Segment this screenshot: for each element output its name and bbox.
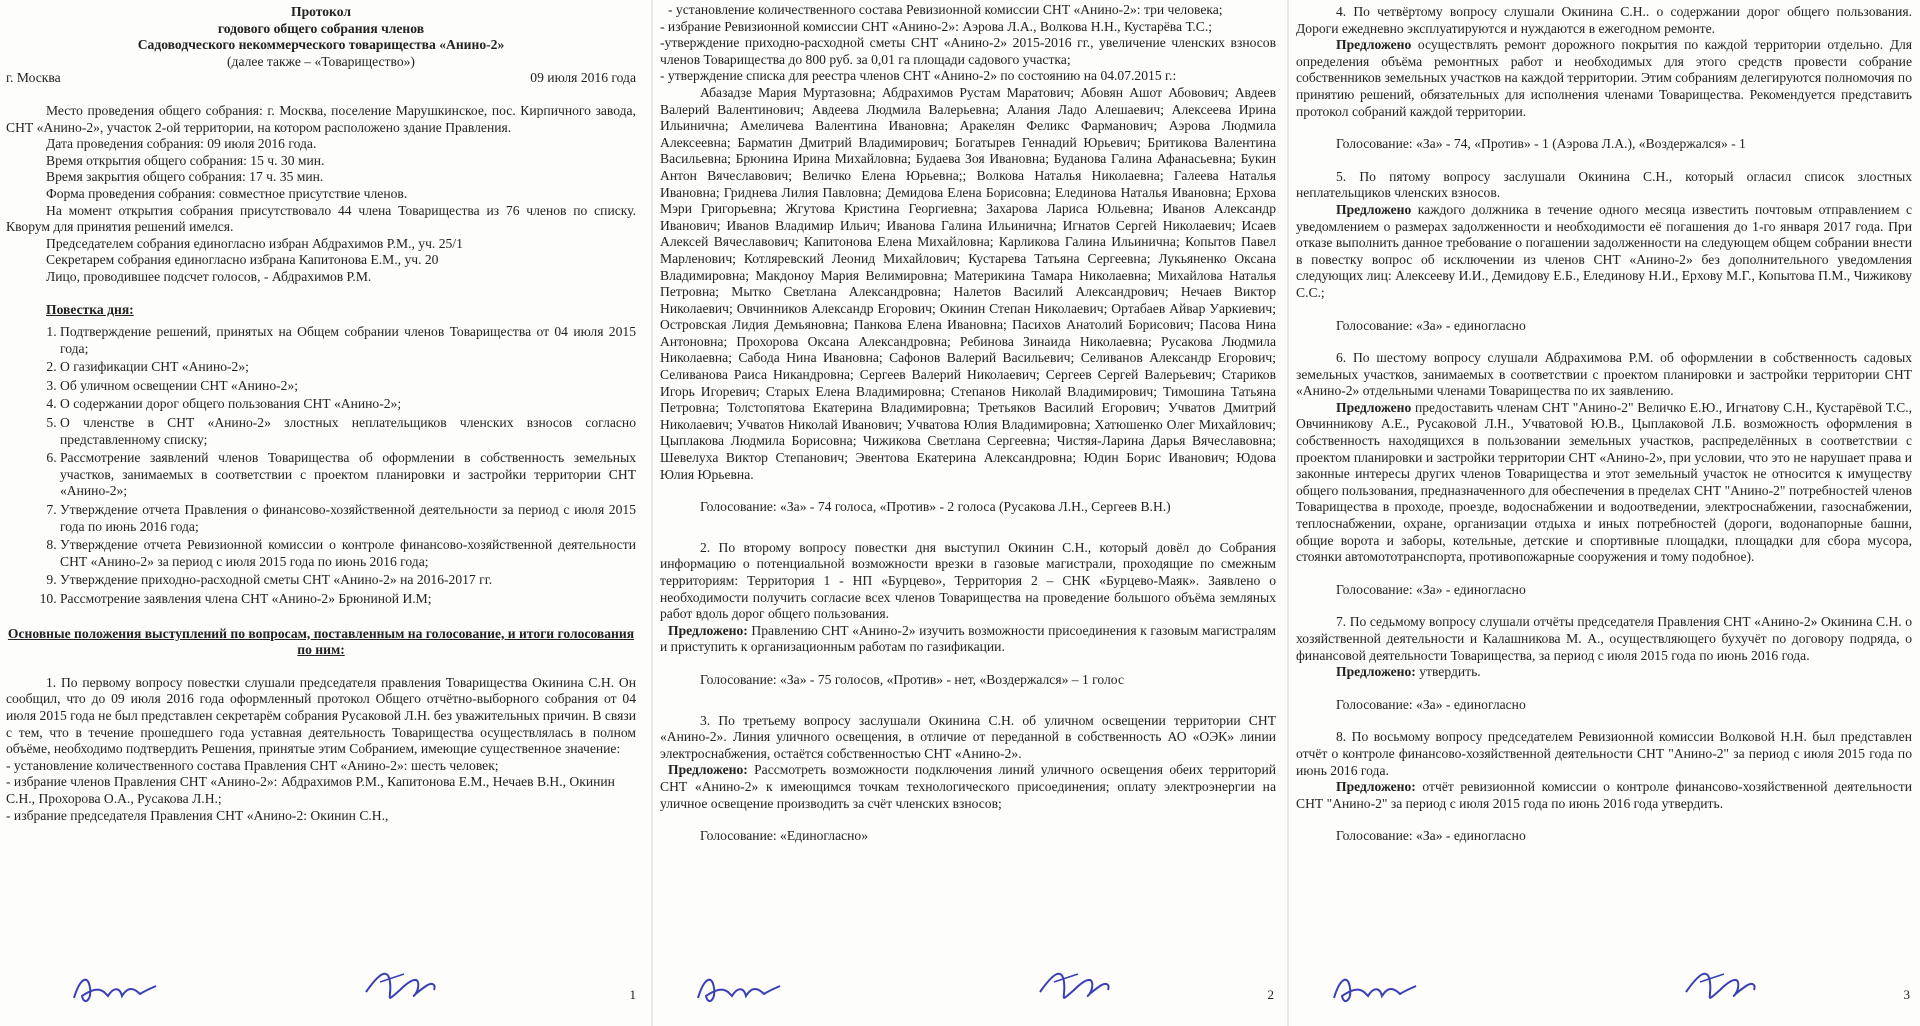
secretary: Секретарем собрания единогласно избрана Капитонова Е.М., уч. 20 [46,252,439,268]
vote-result-6: Голосование: «За» - единогласно [1336,581,1526,597]
proposal-label: Предложено: [668,762,748,778]
meeting-form: Форма проведения собрания: совместное присутствие членов. [46,185,408,201]
agenda-item: 7. Утверждение отчета Правления о финансово-хозяйственной деятельности за период с июля 2015 года по июнь 2016 года; [60,502,636,535]
question-3-proposal [660,762,1276,812]
meeting-date: Дата проведения собрания: 09 июля 2016 года. [46,136,317,152]
vote-result-5: Голосование: «За» - единогласно [1336,317,1526,333]
proposal-label: Предложено [1336,201,1412,217]
signature-secretary-image [694,966,784,1012]
chair: Председателем собрания единогласно избран Абдрахимов Р.М., уч. 25/1 [46,235,463,251]
q1-item: - избрание председателя Правления СНТ «Анино-2: Окинин С.Н., [6,807,389,823]
proposal-label: Предложено: [1336,664,1416,680]
page-number: 3 [1903,987,1910,1003]
agenda-item: 1. Подтверждение решений, принятых на Общем собрании членов Товарищества от 04 июля 2015 года; [60,324,636,357]
agenda-list [6,324,636,608]
proposal-text: предоставить членам СНТ "Анино-2" Величко Е.Ю., Игнатову С.Н., Кустарёвой Т.С., Овчинникову А.Е., Русаковой Л.Н., Учватовой Ю.В., Цыплаковой Л.Б. возможность оформления в собственность находящихся в пользовании земельных участков, распределённых в соответствии с проектом планировки и застройки территории СНТ «Анино-2», при условии, что это не нарушает права и законные интересы других членов Товарищества и этот земельный участок не относится к имуществу общего пользования, предназначенного для обеспечения в пределах СНТ "Анино-2" потребностей членов Товарищества в проходе, проезде, водоснабжении и водоотведении, электроснабжении, газоснабжении, теплоснабжении, охране, организации отдыха и иных потребностей (дороги, водонапорные башни, общие ворота и заборы, котельные, детские и спортивные площадки, площадки для сбора мусора, стоянки автомототранспорта, противопожарные сооружения и тому подобное). [1296,399,1912,565]
vote-result-2: Голосование: «За» - 75 голосов, «Против» - нет, «Воздержался» – 1 голос [700,671,1124,687]
agenda-item: 5. О членстве в СНТ «Анино-2» злостных неплательщиков членских взносов согласно представленному списку; [60,415,636,448]
proposal-text: осуществлять ремонт дорожного покрытия по каждой территории отдельно. Для определения объёма ремонтных работ и необходимых для этого средств провести собрание собственников земельных участков на каждой территории. Этим собраниям делегируются полномочия по принятию решений, обязательных для исполнения членами Товарищества. Рекомендуется представить протокол собраний каждой территории. [1296,37,1912,119]
proposal-label: Предложено: [668,622,748,638]
question-7: 7. По седьмому вопросу слушали отчёты председателя Правления СНТ «Анино-2» Окинина С.Н. о хозяйственной деятельности и Калашникова М. А., осуществляющего бухучёт по договору подряда, о финансовой деятельности Товарищества, за период с июля 2015 года по июнь 2016 года. [1296,614,1912,663]
vote-result-8: Голосование: «За» - единогласно [1336,828,1526,844]
vote-counter: Лицо, проводившее подсчет голосов, - Абдрахимов Р.М. [46,268,372,284]
page-number: 1 [629,987,636,1003]
members-register: Абазадзе Мария Муртазовна; Абдрахимов Рустам Маратович; Абовян Ашот Абовович; Авдеев Валерий Валентинович; Авдеева Людмила Валерьевна; Алания Ладо Алешаевич; Алексеева Ирина Ильинична; Амеличева Валентина Ивановна; Аракелян Феликс Фарманович; Аэрова Людмила Алексеевна; Барматин Дмитрий Владимирович; Богатырев Геннадий Юрьевич; Бритикова Валентина Васильевна; Брюнина Ирина Михайловна; Будаева Зоя Ивановна; Буданова Галина Афанасьевна; Букин Антон Вячеславович; Величко Елена Юрьевна;; Волкова Наталья Николаевна; Галеева Наталья Ивановна; Гриднева Лилия Павловна; Демидова Елена Борисовна; Елединова Наталья Ивановна; Ерхова Мэри Григорьевна; Жгутова Кристина Георгиевна; Захарова Лариса Юльевна; Иванов Александр Иванович; Иванов Владимир Ильич; Иванова Галина Ильинична; Игнатов Сергей Николаевич; Исаев Алексей Вячеславович; Капитонова Елена Михайловна; Карликова Галина Ильинична; Копытов Павел Марленович; Котляревский Леонид Михайлович; Кустарева Татьяна Сергеевна; Лукьяненко Оксана Владимировна; Макдоноу Мария Велимировна; Материкина Тамара Николаевна; Михайлова Наталья Петровна; Мытко Светлана Александровна; Налетов Василий Александрович; Нечаев Виктор Николаевич; Овчинников Александр Егорович; Окинин Степан Николаевич; Ортабаев Айвар Уаркиевич; Островская Лидия Демьяновна; Панкова Елена Ивановна; Пасихов Анатолий Борисович; Пасова Нина Антоновна; Прохорова Оксана Александровна; Ребинова Зинаида Николаевна; Русакова Людмила Николаевна; Сабода Нина Ивановна; Сафонов Валерий Васильевич; Селиванов Александр Егорович; Селиванова Раиса Никандровна; Сергеев Валерий Николаевич; Сергеев Сергей Валерьевич; Стариков Игорь Игоревич; Старых Елена Владимировна; Степанов Николай Владимирович; Тимошина Татьяна Петровна; Толстопятова Екатерина Владимировна; Третьяков Василий Егорович; Учватов Дмитрий Николаевич; Учватов Николай Иванович; Учватова Юлия Владимировна; Хатюшенко Олег Михайлович; Цыплакова Людмила Борисовна; Чижикова Светлана Сергеевна; Чистяя-Ларина Дарья Вячеславовна; Шевелуха Виктор Степанович; Эвентова Екатерина Александровна; Юдин Борис Иванович; Юдова Юлия Юрьевна. [660,84,1276,482]
agenda-item: 8. Утверждение отчета Ревизионной комиссии о контроле финансово-хозяйственной деятельности СНТ «Анино-2» за период с июля 2015 года по июнь 2016 года; [60,537,636,570]
vote-result-1: Голосование: «За» - 74 голоса, «Против» - 2 голоса (Русакова Л.Н., Сергеев В.Н.) [700,499,1171,515]
question-4-proposal [1296,37,1912,120]
question-7-proposal [1296,664,1912,681]
agenda-title: Повестка дня: [46,301,134,317]
doc-date: 09 июля 2016 года [530,70,636,86]
agenda-item: 3. Об уличном освещении СНТ «Анино-2»; [60,378,636,395]
q1-item: - избрание членов Правления СНТ «Анино-2»: Абдрахимов Р.М., Капитонова Е.М., Нечаев В.Н., Окинин С.Н., Прохорова О.А., Русакова Л.Н.; [6,774,615,806]
question-2: 2. По второму вопросу повестки дня выступил Окинин С.Н., который довёл до Собрания информацию о потенциальной возможности врезки в газовые магистрали, проходящие по смежным территориям: Территория 1 - НП «Бурцево», Территория 2 – СНК «Бурцево-Маяк». Заявлено о необходимости получить согласие всех членов Товарищества на проведение большого объёма земляных работ вдоль дорог общего пользования. [660,539,1276,622]
open-time: Время открытия общего собрания: 15 ч. 30 мин. [46,152,325,168]
proposal-text: отчёт ревизионной комиссии о контроле финансово-хозяйственной деятельности СНТ "Анино-2" за период с июля 2015 года по июнь 2016 года утвердить. [1296,779,1912,811]
signature-secretary-image [70,966,160,1012]
protocol-page-3 [1290,0,1920,1026]
agenda-item: 4. О содержании дорог общего пользования СНТ «Анино-2»; [60,396,636,413]
close-time: Время закрытия общего собрания: 17 ч. 35 мин. [46,169,324,185]
proposal-label: Предложено: [1336,779,1416,795]
doc-org-name: Садоводческого некоммерческого товарищества «Анино-2» [137,37,505,53]
page-number: 2 [1267,987,1274,1003]
question-2-proposal [660,623,1276,656]
question-1: 1. По первому вопросу повестки слушали председателя правления Товарищества Окинина С.Н. Он сообщил, что до 09 июля 2016 года оформленный протокол Общего отчётно-выборного собрания от 04 июля 2015 года не был представлен секретарём собрания Русаковой Л.Н. без уважительных причин. В связи с тем, что в течение прошедшего года уставная деятельность Товарищества осуществлялась в полном объёме, необходимо подтвердить Решения, принятые этим Собранием, имеющие существенное значение: [6,674,636,757]
agenda-item: 2. О газификации СНТ «Анино-2»; [60,359,636,376]
meeting-place: Место проведения общего собрания: г. Москва, поселение Марушкинское, пос. Кирпичного завода, СНТ «Анино-2», участок 2-ой территории, на котором расположено здание Правления. [6,102,636,135]
signature-chair-image [1034,962,1114,1012]
doc-subtitle: годового общего собрания членов [217,20,425,36]
q1-item: - утверждение списка для реестра членов СНТ «Анино-2» по состоянию на 04.07.2015 г.: [660,68,1177,84]
city: г. Москва [6,70,61,86]
vote-result-3: Голосование: «Единогласно» [700,828,869,844]
question-8-proposal [1296,779,1912,812]
question-6: 6. По шестому вопросу слушали Абдрахимова Р.М. об оформлении в собственность садовых земельных участков, занимаемых в соответствии с проектом планировки и застройки территории СНТ «Анино-2» отдельными членами Товарищества по их заявлению. [1296,350,1912,399]
proposal-text: Рассмотреть возможности подключения линий уличного освещения обеих территорий СНТ «Анино-2» к имеющимся точкам технологического присоединения; оплату электроэнергии на уличное освещение производить за счёт членских взносов; [660,762,1276,811]
city-date-row [6,70,636,87]
vote-result-4: Голосование: «За» - 74, «Против» - 1 (Аэрова Л.А.), «Воздержался» - 1 [1336,136,1746,152]
vote-result-7: Голосование: «За» - единогласно [1336,696,1526,712]
protocol-page-2 [654,0,1286,1026]
signature-secretary-image [1330,966,1420,1012]
doc-title: Протокол [291,4,351,19]
signature-chair-image [360,962,440,1012]
proposal-text: каждого должника в течение одного месяца известить почтовым отправлением с уведомлением о размерах задолженности и необходимости её погашения до 1-го января 2017 года. При отказе выполнить данное требование о погашении задолженности на следующем общем собрании внести в повестку вопрос об исключении из членов СНТ «Анино-2» без дополнительного уведомления следующих лиц: Алексееву И.И., Демидову Е.Б., Елединову Н.И., Ерхову М.Г., Копытова П.М., Чижикову С.С.; [1296,201,1912,300]
q1-item: -утверждение приходно-расходной сметы СНТ «Анино-2» 2015-2016 гг., увеличение членских взносов членов Товарищества до 800 руб. за 0,01 га площади садового участка; [660,35,1276,67]
question-3: 3. По третьему вопросу заслушали Окинина С.Н. об уличном освещении территории СНТ «Анино-2». Линия уличного освещения, в отличие от переданной в собственность АО «ОЭК» линии электроснабжения, остаётся собственностью СНТ «Анино-2». [660,712,1276,761]
q1-item: - избрание Ревизионной комиссии СНТ «Анино-2»: Аэрова Л.А., Волкова Н.Н., Кустарёва Т.С.; [660,18,1213,34]
question-5-proposal [1296,202,1912,302]
question-5: 5. По пятому вопросу заслушали Окинина С.Н., который огласил список злостных неплательщиков членских взносов. [1296,168,1912,201]
proposal-text: Правлению СНТ «Анино-2» изучить возможности присоединения к газовым магистралям и приступить к организационным работам по газификации. [660,622,1276,655]
protocol-page-1 [0,0,650,1026]
agenda-item: 9. Утверждение приходно-расходной сметы СНТ «Анино-2» на 2016-2017 гг. [60,572,636,589]
signature-chair-image [1680,962,1760,1012]
main-section-title: Основные положения выступлений по вопросам, поставленным на голосование, и итоги голосования по ним: [7,625,635,658]
doc-alias: (далее также – «Товарищество») [227,53,415,69]
proposal-text: утвердить. [1415,664,1481,680]
agenda-item: 10. Рассмотрение заявления члена СНТ «Анино-2» Брюниной И.М; [60,591,636,608]
quorum: На момент открытия собрания присутствовало 44 члена Товарищества из 76 членов по списку. Кворум для принятия решений имелся. [6,202,636,235]
question-6-proposal [1296,400,1912,566]
q1-item: - установление количественного состава Правления СНТ «Анино-2»: шесть человек; [6,757,499,773]
question-4: 4. По четвёртому вопросу слушали Окинина С.Н.. о содержании дорог общего пользования. Дороги ежедневно эксплуатируются и нуждаются в ежегодном ремонте. [1296,4,1912,36]
proposal-label: Предложено [1336,399,1412,415]
proposal-label: Предложено [1336,37,1412,53]
agenda-item: 6. Рассмотрение заявлений членов Товарищества об оформлении в собственность земельных участков, занимаемых в соответствии с проектом планировки и застройки территории СНТ «Анино-2»; [60,450,636,500]
question-8: 8. По восьмому вопросу председателем Ревизионной комиссии Волковой Н.Н. был представлен отчёт о контроле финансово-хозяйственной деятельности СНТ "Анино-2" за период с июля 2015 года по июнь 2016 года. [1296,729,1912,778]
q1-item: - установление количественного состава Ревизионной комиссии СНТ «Анино-2»: три человека; [668,2,1223,17]
